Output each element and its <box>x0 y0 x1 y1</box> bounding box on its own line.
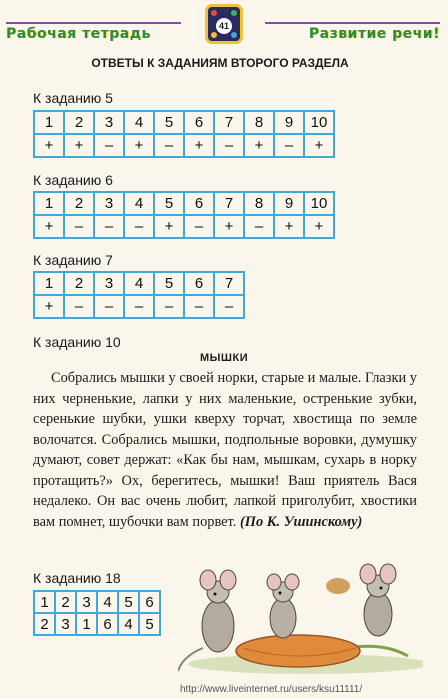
task-6-ans-5: + <box>154 215 184 238</box>
task-6-num-5: 5 <box>154 192 184 215</box>
header-right-title: Развитие речи! <box>265 22 440 44</box>
task-18-ans-5: 4 <box>118 613 139 635</box>
task-6-num-8: 8 <box>244 192 274 215</box>
task-7-num-3: 3 <box>94 272 124 295</box>
task-6-ans-7: + <box>214 215 244 238</box>
task-6-num-3: 3 <box>94 192 124 215</box>
mice-illustration <box>178 556 423 676</box>
task-5-ans-1: + <box>34 134 64 157</box>
task-18-label: К заданию 18 <box>33 570 121 586</box>
task-18-table <box>33 590 161 636</box>
task-7-num-1: 1 <box>34 272 64 295</box>
task-5-ans-3: – <box>94 134 124 157</box>
task-5-num-9: 9 <box>274 111 304 134</box>
task-5-ans-5: – <box>154 134 184 157</box>
task-10-label: К заданию 10 <box>33 334 121 350</box>
task-6-ans-6: – <box>184 215 214 238</box>
task-5-num-8: 8 <box>244 111 274 134</box>
story-author: (По К. Ушинскому) <box>239 513 363 530</box>
page-header <box>0 0 448 50</box>
story-body: Собрались мышки у своей норки, старые и малые. Глазки у них черненькие, лапки у них маленькие, остренькие зубки, серенькие шубки, ушки кверху торчат, хвостища по земле волочатся. Собрались мышки, подпольные воровки, думушку думают, совет держат: «Как бы нам, мышкам, сухарь в норку протащить?» Ох, берегитесь, мышки! Ваш приятель Вася недалеко. Он вас очень любит, лапкой приголубит, хвостики вам помнет, шубочки вам порвет. <box>33 370 417 530</box>
task-5-table <box>33 110 335 158</box>
task-5-ans-8: + <box>244 134 274 157</box>
task-6-ans-1: + <box>34 215 64 238</box>
section-title: ОТВЕТЫ К ЗАДАНИЯМ ВТОРОГО РАЗДЕЛА <box>91 56 349 70</box>
task-5-ans-2: + <box>64 134 94 157</box>
task-7-num-5: 5 <box>154 272 184 295</box>
page-number-badge <box>205 4 243 44</box>
task-7-num-2: 2 <box>64 272 94 295</box>
task-5-num-3: 3 <box>94 111 124 134</box>
task-5-ans-7: – <box>214 134 244 157</box>
task-6-num-2: 2 <box>64 192 94 215</box>
task-5-label: К заданию 5 <box>33 90 113 106</box>
task-6-num-1: 1 <box>34 192 64 215</box>
task-18-num-2: 2 <box>55 591 76 613</box>
task-18-ans-3: 1 <box>76 613 97 635</box>
task-6-num-4: 4 <box>124 192 154 215</box>
footer-url: http://www.liveinternet.ru/users/ksu11111/ <box>180 684 363 695</box>
task-6-ans-2: – <box>64 215 94 238</box>
task-7-ans-3: – <box>94 295 124 318</box>
task-6-ans-4: – <box>124 215 154 238</box>
task-6-num-10: 10 <box>304 192 334 215</box>
page-number: 41 <box>216 18 232 34</box>
task-5-num-7: 7 <box>214 111 244 134</box>
task-7-ans-2: – <box>64 295 94 318</box>
story-text <box>33 368 417 532</box>
task-7-ans-4: – <box>124 295 154 318</box>
task-5-ans-9: – <box>274 134 304 157</box>
task-7-ans-1: + <box>34 295 64 318</box>
task-6-num-9: 9 <box>274 192 304 215</box>
task-18-num-3: 3 <box>76 591 97 613</box>
task-7-ans-7: – <box>214 295 244 318</box>
task-5-num-5: 5 <box>154 111 184 134</box>
task-5-ans-6: + <box>184 134 214 157</box>
task-6-num-6: 6 <box>184 192 214 215</box>
task-7-num-6: 6 <box>184 272 214 295</box>
task-7-ans-6: – <box>184 295 214 318</box>
task-5-num-4: 4 <box>124 111 154 134</box>
task-18-num-1: 1 <box>34 591 55 613</box>
task-5-ans-4: + <box>124 134 154 157</box>
task-7-table <box>33 271 245 319</box>
task-18-num-4: 4 <box>97 591 118 613</box>
task-7-num-4: 4 <box>124 272 154 295</box>
task-6-ans-9: + <box>274 215 304 238</box>
task-18-ans-1: 2 <box>34 613 55 635</box>
task-7-ans-5: – <box>154 295 184 318</box>
task-5-num-6: 6 <box>184 111 214 134</box>
task-6-ans-3: – <box>94 215 124 238</box>
task-18-ans-4: 6 <box>97 613 118 635</box>
header-left-title: Рабочая тетрадь <box>6 22 181 44</box>
story-title: МЫШКИ <box>200 352 249 364</box>
task-7-label: К заданию 7 <box>33 252 113 268</box>
task-5-num-10: 10 <box>304 111 334 134</box>
task-6-ans-8: – <box>244 215 274 238</box>
task-6-table <box>33 191 335 239</box>
task-18-num-6: 6 <box>139 591 160 613</box>
task-5-num-1: 1 <box>34 111 64 134</box>
task-18-ans-6: 5 <box>139 613 160 635</box>
task-18-num-5: 5 <box>118 591 139 613</box>
task-6-num-7: 7 <box>214 192 244 215</box>
task-18-ans-2: 3 <box>55 613 76 635</box>
task-6-label: К заданию 6 <box>33 172 113 188</box>
task-5-num-2: 2 <box>64 111 94 134</box>
task-5-ans-10: + <box>304 134 334 157</box>
task-7-num-7: 7 <box>214 272 244 295</box>
task-6-ans-10: + <box>304 215 334 238</box>
